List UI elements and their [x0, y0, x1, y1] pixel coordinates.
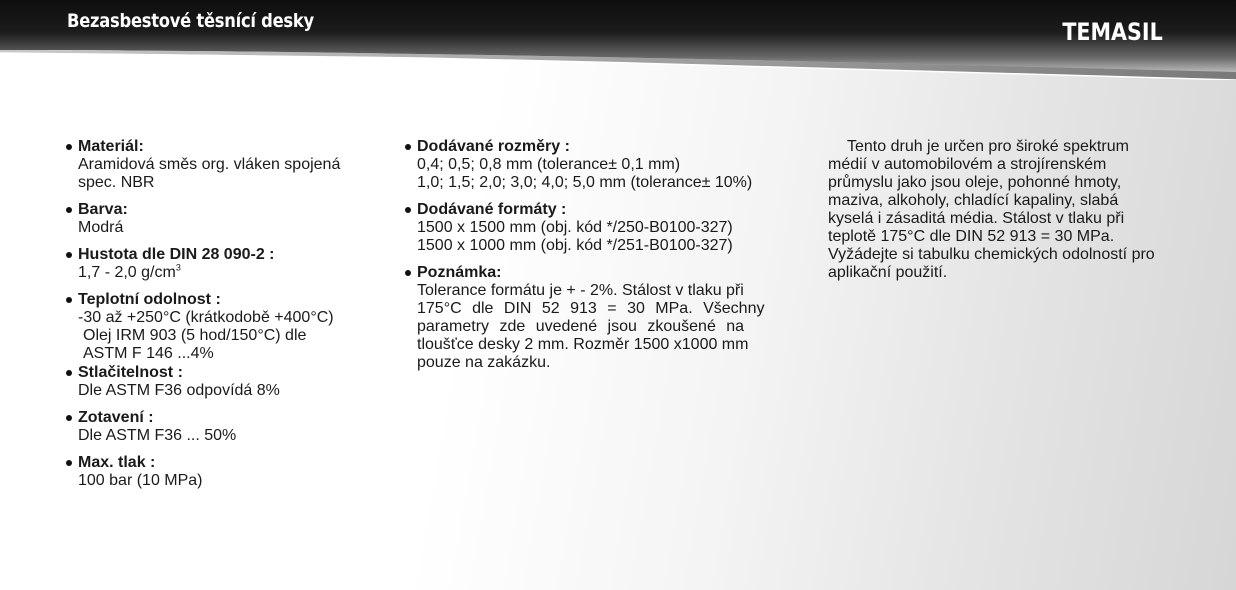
bullet-icon [66, 207, 72, 213]
zotaveni-label: Zotavení : [78, 409, 154, 426]
rozmery-line-1: 0,4; 0,5; 0,8 mm (tolerance± 0,1 mm) [417, 156, 681, 173]
description-line-6: teplotě 175°C dle DIN 52 913 = 30 MPa. [828, 228, 1115, 245]
description-paragraph [828, 138, 1208, 282]
formaty-label: Dodávané formáty : [417, 201, 567, 218]
bullet-icon [66, 297, 72, 303]
item-stlacitelnost [66, 364, 386, 400]
item-poznamka [405, 264, 795, 372]
poznamka-line-4: tloušťce desky 2 mm. Rozměr 1500 x1000 mm [417, 336, 749, 353]
brand-name: TEMASIL [1062, 18, 1163, 46]
teplotni-label: Teplotní odolnost : [78, 291, 221, 308]
bullet-icon [66, 144, 72, 150]
item-barva [66, 201, 386, 237]
teplotni-line-2: Olej IRM 903 (5 hod/150°C) dle [83, 327, 307, 344]
item-hustota [66, 246, 386, 282]
material-line-2: spec. NBR [78, 174, 155, 191]
barva-label: Barva: [78, 201, 128, 218]
formaty-line-2: 1500 x 1000 mm (obj. kód */251-B0100-327) [417, 237, 733, 254]
description-line-5: kyselá i zásaditá média. Stálost v tlaku při [828, 210, 1125, 227]
item-rozmery [405, 138, 800, 192]
formaty-line-1: 1500 x 1500 mm (obj. kód */250-B0100-327) [417, 219, 733, 236]
bullet-icon [405, 144, 411, 150]
zotaveni-value: Dle ASTM F36 ... 50% [78, 427, 237, 444]
item-max-tlak [66, 454, 386, 490]
poznamka-line-2: 175°C dle DIN 52 913 = 30 MPa. Všechny [417, 300, 765, 317]
material-line-1: Aramidová směs org. vláken spojená [78, 156, 341, 173]
column-description [828, 138, 1208, 282]
hustota-value-line [78, 264, 386, 282]
page-title: Bezasbestové těsnící desky [67, 10, 314, 32]
teplotni-line-1: -30 až +250°C (krátkodobě +400°C) [78, 309, 334, 326]
poznamka-label: Poznámka: [417, 264, 502, 281]
rozmery-label: Dodávané rozměry : [417, 138, 570, 155]
material-label: Materiál: [78, 138, 144, 155]
poznamka-line-5: pouze na zakázku. [417, 354, 551, 371]
bullet-icon [66, 370, 72, 376]
bullet-icon [66, 415, 72, 421]
maxtlak-value: 100 bar (10 MPa) [78, 472, 203, 489]
stlacitelnost-value: Dle ASTM F36 odpovídá 8% [78, 382, 280, 399]
hustota-exponent: 3 [175, 262, 181, 273]
bullet-icon [405, 270, 411, 276]
item-material [66, 138, 386, 192]
rozmery-line-2: 1,0; 1,5; 2,0; 3,0; 4,0; 5,0 mm (tolerance± 10%) [417, 174, 753, 191]
teplotni-line-3: ASTM F 146 ...4% [83, 345, 214, 362]
description-line-2: médií v automobilovém a strojírenském [828, 156, 1107, 173]
description-line-1: Tento druh je určen pro široké spektrum [847, 138, 1129, 155]
item-zotaveni [66, 409, 386, 445]
poznamka-line-3: parametry zde uvedené jsou zkoušené na [417, 318, 745, 335]
stlacitelnost-label: Stlačitelnost : [78, 364, 183, 381]
header-banner [0, 0, 1236, 80]
item-formaty [405, 201, 800, 255]
item-teplotni-odolnost [66, 291, 386, 363]
description-line-3: průmyslu jako jsou oleje, pohonné hmoty, [828, 174, 1122, 191]
column-dimensions [405, 138, 800, 381]
hustota-value: 1,7 - 2,0 g/cm [78, 264, 176, 281]
description-line-8: aplikační použití. [828, 264, 948, 281]
barva-value: Modrá [78, 219, 124, 236]
bullet-icon [405, 207, 411, 213]
hustota-label: Hustota dle DIN 28 090-2 : [78, 246, 275, 263]
column-properties [66, 138, 386, 499]
maxtlak-label: Max. tlak : [78, 454, 156, 471]
bullet-icon [66, 252, 72, 258]
bullet-icon [66, 460, 72, 466]
description-line-4: maziva, alkoholy, chladící kapaliny, slabá [828, 192, 1119, 209]
poznamka-line-1: Tolerance formátu je + - 2%. Stálost v tlaku při [417, 282, 744, 299]
description-line-7: Vyžádejte si tabulku chemických odolností pro [828, 246, 1155, 263]
